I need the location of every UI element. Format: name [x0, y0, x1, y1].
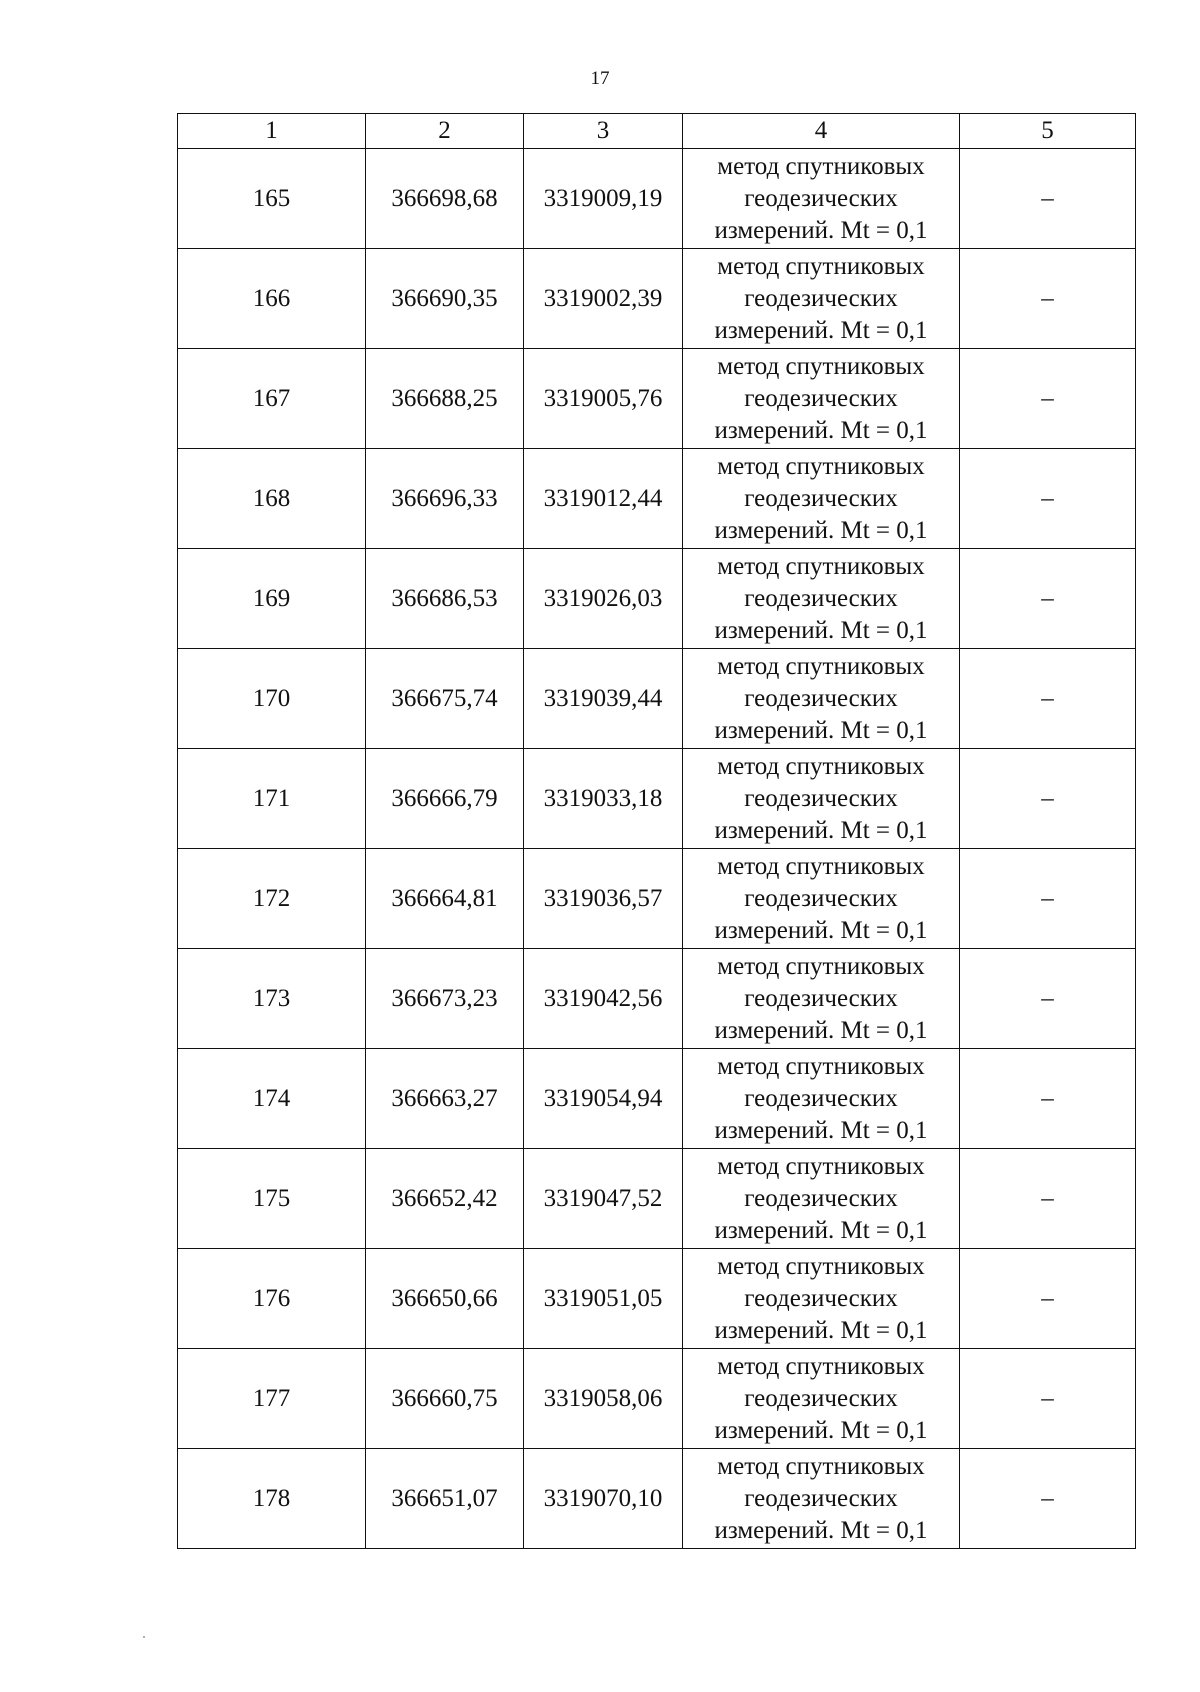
method-line: метод спутниковых: [717, 1052, 925, 1080]
method-line: геодезических: [744, 1284, 898, 1312]
note-cell: –: [960, 649, 1136, 749]
method-line: геодезических: [744, 684, 898, 712]
table-row: [178, 349, 1136, 449]
coordinate-x-cell: 366686,53: [366, 549, 524, 649]
note-cell: –: [960, 549, 1136, 649]
method-cell: [683, 1149, 960, 1249]
method-line: метод спутниковых: [717, 1452, 925, 1480]
method-line: метод спутниковых: [717, 652, 925, 680]
coordinate-x-cell: 366696,33: [366, 449, 524, 549]
point-number-cell: 173: [178, 949, 366, 1049]
coordinates-table: [177, 113, 1136, 1549]
method-line: геодезических: [744, 1484, 898, 1512]
coordinate-y-cell: 3319070,10: [524, 1449, 683, 1549]
method-cell: [683, 449, 960, 549]
point-number-cell: 178: [178, 1449, 366, 1549]
coordinate-y-cell: 3319002,39: [524, 249, 683, 349]
table-row: [178, 1149, 1136, 1249]
method-line: метод спутниковых: [717, 552, 925, 580]
method-cell: [683, 1049, 960, 1149]
note-cell: –: [960, 449, 1136, 549]
header-col-2: 2: [366, 114, 524, 149]
method-cell: [683, 1449, 960, 1549]
page-number: 17: [590, 68, 610, 89]
note-cell: –: [960, 249, 1136, 349]
header-col-5: 5: [960, 114, 1136, 149]
point-number-cell: 176: [178, 1249, 366, 1349]
note-cell: –: [960, 849, 1136, 949]
coordinate-y-cell: 3319026,03: [524, 549, 683, 649]
point-number-cell: 167: [178, 349, 366, 449]
method-line: измерений. Mt = 0,1: [714, 1316, 928, 1344]
method-line: метод спутниковых: [717, 352, 925, 380]
method-line: измерений. Mt = 0,1: [714, 1016, 928, 1044]
coordinate-x-cell: 366650,66: [366, 1249, 524, 1349]
method-cell: [683, 549, 960, 649]
method-line: геодезических: [744, 884, 898, 912]
point-number-cell: 168: [178, 449, 366, 549]
coordinate-y-cell: 3319009,19: [524, 149, 683, 249]
note-cell: –: [960, 349, 1136, 449]
coordinate-x-cell: 366698,68: [366, 149, 524, 249]
method-line: измерений. Mt = 0,1: [714, 1216, 928, 1244]
method-line: метод спутниковых: [717, 952, 925, 980]
method-cell: [683, 949, 960, 1049]
method-line: измерений. Mt = 0,1: [714, 416, 928, 444]
note-cell: –: [960, 749, 1136, 849]
method-line: геодезических: [744, 1384, 898, 1412]
point-number-cell: 177: [178, 1349, 366, 1449]
table-row: [178, 549, 1136, 649]
table-row: [178, 249, 1136, 349]
coordinate-y-cell: 3319051,05: [524, 1249, 683, 1349]
coordinate-y-cell: 3319012,44: [524, 449, 683, 549]
note-cell: –: [960, 1049, 1136, 1149]
method-line: метод спутниковых: [717, 452, 925, 480]
coordinate-y-cell: 3319047,52: [524, 1149, 683, 1249]
method-cell: [683, 749, 960, 849]
method-line: измерений. Mt = 0,1: [714, 716, 928, 744]
coordinate-x-cell: 366675,74: [366, 649, 524, 749]
method-line: измерений. Mt = 0,1: [714, 1416, 928, 1444]
method-line: измерений. Mt = 0,1: [714, 1516, 928, 1544]
method-cell: [683, 349, 960, 449]
point-number-cell: 174: [178, 1049, 366, 1149]
method-line: метод спутниковых: [717, 252, 925, 280]
method-line: метод спутниковых: [717, 852, 925, 880]
table-row: [178, 849, 1136, 949]
method-line: измерений. Mt = 0,1: [714, 816, 928, 844]
table-row: [178, 649, 1136, 749]
method-line: измерений. Mt = 0,1: [714, 316, 928, 344]
coordinate-x-cell: 366690,35: [366, 249, 524, 349]
method-cell: [683, 249, 960, 349]
table-row: [178, 1249, 1136, 1349]
method-line: геодезических: [744, 484, 898, 512]
header-col-1: 1: [178, 114, 366, 149]
note-cell: –: [960, 1349, 1136, 1449]
note-cell: –: [960, 1149, 1136, 1249]
method-line: измерений. Mt = 0,1: [714, 916, 928, 944]
method-line: метод спутниковых: [717, 1252, 925, 1280]
coordinate-x-cell: 366666,79: [366, 749, 524, 849]
table-body: [178, 149, 1136, 1549]
table-row: [178, 949, 1136, 1049]
coordinate-x-cell: 366660,75: [366, 1349, 524, 1449]
table-header: [178, 114, 1136, 149]
point-number-cell: 175: [178, 1149, 366, 1249]
note-cell: –: [960, 1449, 1136, 1549]
method-line: метод спутниковых: [717, 752, 925, 780]
table-row: [178, 1049, 1136, 1149]
method-line: геодезических: [744, 584, 898, 612]
coordinate-x-cell: 366673,23: [366, 949, 524, 1049]
method-line: измерений. Mt = 0,1: [714, 216, 928, 244]
table-row: [178, 1449, 1136, 1549]
method-cell: [683, 1349, 960, 1449]
coordinate-y-cell: 3319033,18: [524, 749, 683, 849]
coordinate-y-cell: 3319042,56: [524, 949, 683, 1049]
coordinate-y-cell: 3319005,76: [524, 349, 683, 449]
method-cell: [683, 1249, 960, 1349]
coordinate-y-cell: 3319039,44: [524, 649, 683, 749]
method-cell: [683, 149, 960, 249]
coordinate-x-cell: 366688,25: [366, 349, 524, 449]
method-line: измерений. Mt = 0,1: [714, 616, 928, 644]
coordinate-x-cell: 366664,81: [366, 849, 524, 949]
method-line: геодезических: [744, 784, 898, 812]
method-line: геодезических: [744, 1184, 898, 1212]
point-number-cell: 166: [178, 249, 366, 349]
header-row: [178, 114, 1136, 149]
coordinate-x-cell: 366651,07: [366, 1449, 524, 1549]
method-line: геодезических: [744, 984, 898, 1012]
method-line: метод спутниковых: [717, 152, 925, 180]
scan-speck: [143, 1636, 145, 1638]
coordinate-y-cell: 3319036,57: [524, 849, 683, 949]
note-cell: –: [960, 149, 1136, 249]
method-line: геодезических: [744, 384, 898, 412]
note-cell: –: [960, 1249, 1136, 1349]
method-line: метод спутниковых: [717, 1152, 925, 1180]
point-number-cell: 169: [178, 549, 366, 649]
coordinate-y-cell: 3319058,06: [524, 1349, 683, 1449]
coordinate-x-cell: 366663,27: [366, 1049, 524, 1149]
method-line: измерений. Mt = 0,1: [714, 516, 928, 544]
coordinate-y-cell: 3319054,94: [524, 1049, 683, 1149]
point-number-cell: 165: [178, 149, 366, 249]
method-line: измерений. Mt = 0,1: [714, 1116, 928, 1144]
point-number-cell: 171: [178, 749, 366, 849]
table-row: [178, 149, 1136, 249]
method-line: геодезических: [744, 184, 898, 212]
table-row: [178, 1349, 1136, 1449]
method-cell: [683, 849, 960, 949]
coordinate-x-cell: 366652,42: [366, 1149, 524, 1249]
method-cell: [683, 649, 960, 749]
table-row: [178, 749, 1136, 849]
method-line: геодезических: [744, 1084, 898, 1112]
header-col-3: 3: [524, 114, 683, 149]
method-line: метод спутниковых: [717, 1352, 925, 1380]
method-line: геодезических: [744, 284, 898, 312]
note-cell: –: [960, 949, 1136, 1049]
point-number-cell: 172: [178, 849, 366, 949]
table-row: [178, 449, 1136, 549]
point-number-cell: 170: [178, 649, 366, 749]
header-col-4: 4: [683, 114, 960, 149]
